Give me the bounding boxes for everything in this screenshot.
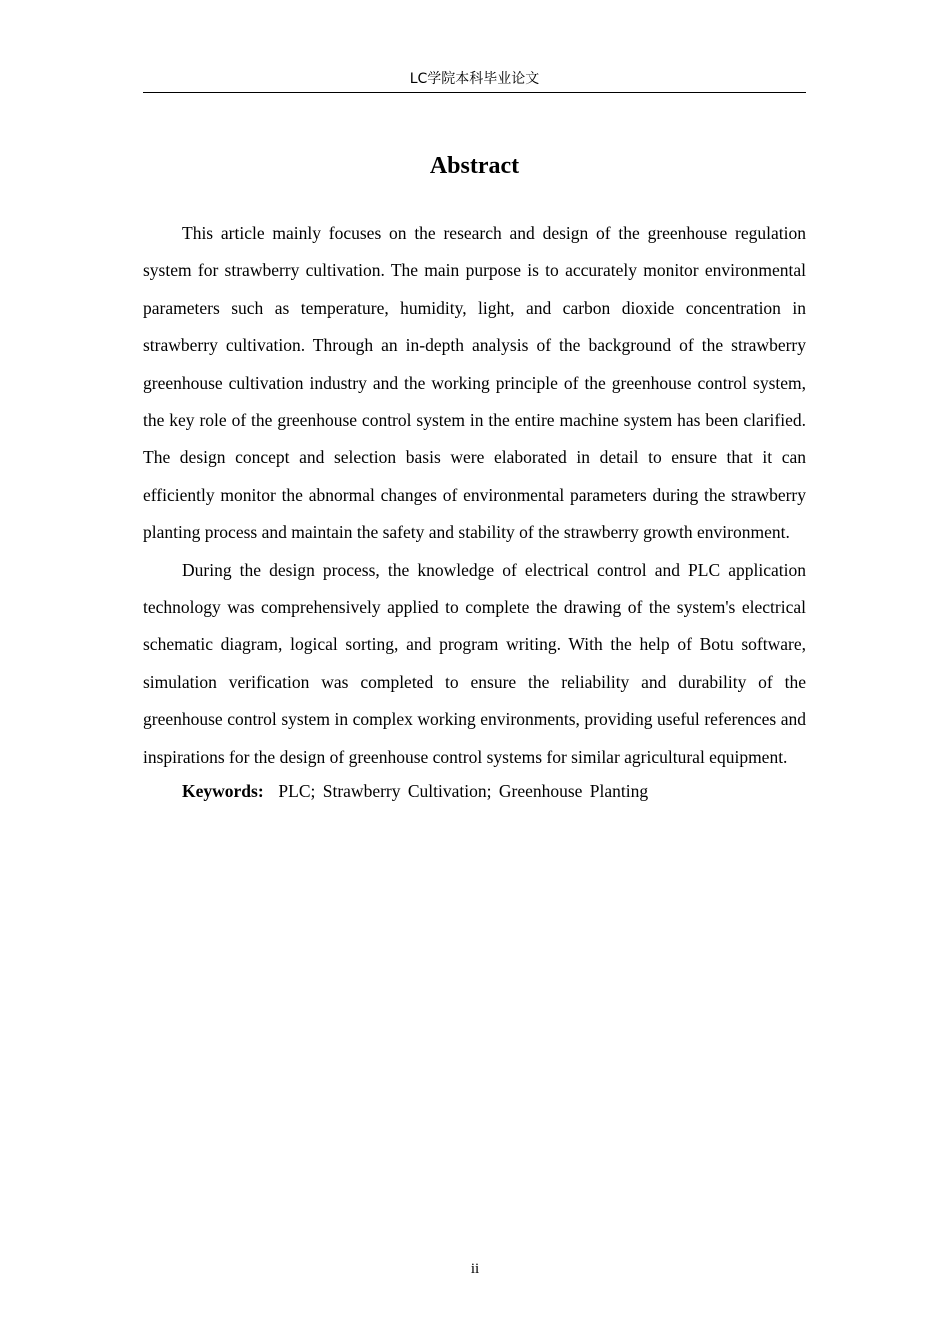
running-header-title: LC学院本科毕业论文: [409, 71, 540, 87]
running-header: [143, 66, 806, 93]
keywords-line: [143, 778, 806, 804]
abstract-body: [143, 215, 806, 804]
abstract-paragraph-1: This article mainly focuses on the research and design of the greenhouse regulation system for strawberry cultivation. The main purpose is to accurately monitor environmental parameters such as temperature, humidity, light, and carbon dioxide concentration in strawberry cultivation. Through an in-depth analysis of the background of the strawberry greenhouse cultivation industry and the working principle of the greenhouse control system, the key role of the greenhouse control system in the entire machine system has been clarified. The design concept and selection basis were elaborated in detail to ensure that it can efficiently monitor the abnormal changes of environmental parameters during the strawberry planting process and maintain the safety and stability of the strawberry growth environment.: [143, 223, 806, 543]
keywords-label: Keywords:: [182, 781, 264, 802]
keywords-text: PLC; Strawberry Cultivation; Greenhouse Planting: [278, 781, 649, 802]
abstract-title: Abstract: [429, 153, 520, 179]
abstract-paragraph-2: During the design process, the knowledge of electrical control and PLC application technology was comprehensively applied to complete the drawing of the system's electrical schematic diagram, logical sorting, and program writing. With the help of Botu software, simulation verification was completed to ensure the reliability and durability of the greenhouse control system in complex working environments, providing useful references and inspirations for the design of greenhouse control systems for similar agricultural equipment.: [143, 559, 806, 767]
page-number: ii: [470, 1261, 480, 1277]
